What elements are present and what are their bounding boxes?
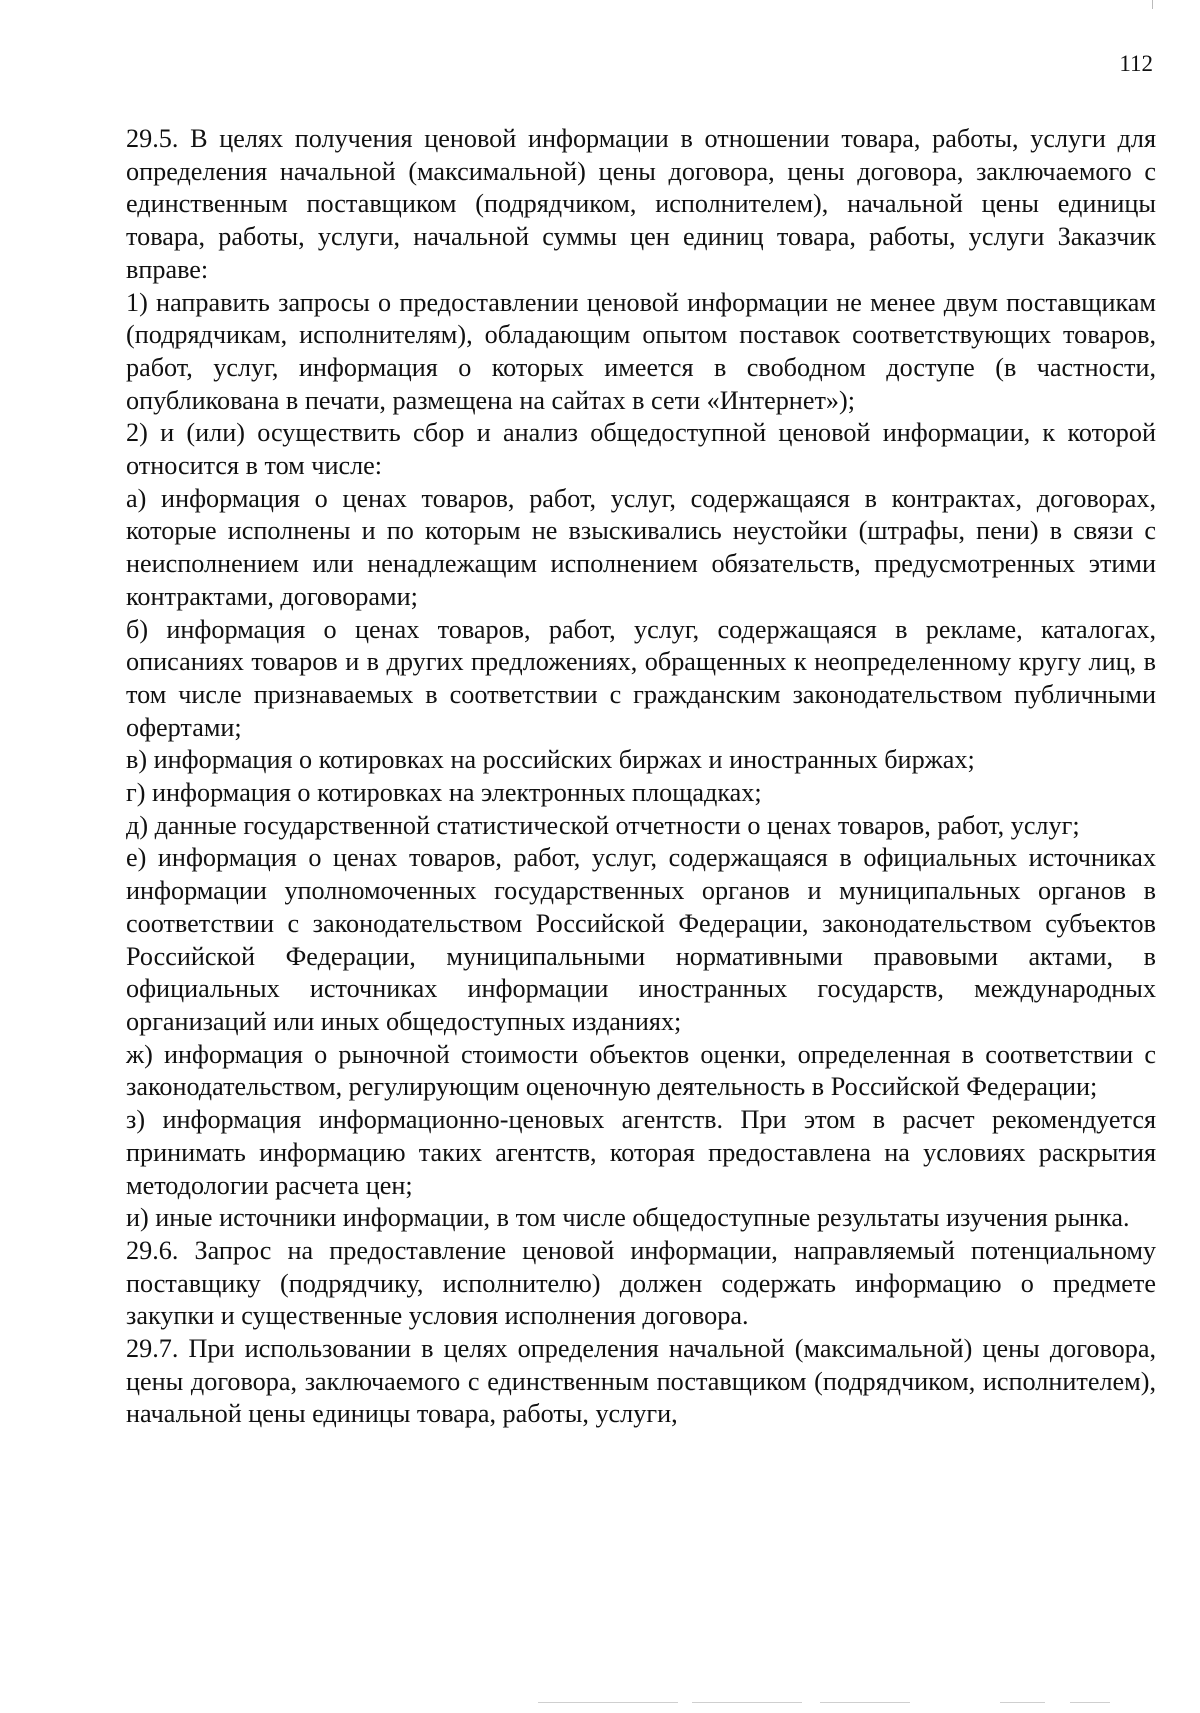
sub-item-z: з) информация информационно-ценовых агентств. При этом в расчет рекомендуется принимать информацию таких агентств, которая предоставлена на условиях раскрытия методологии расчета цен; <box>126 1105 1156 1200</box>
list-item-1: 1) направить запросы о предоставлении ценовой информации не менее двум поставщикам (подрядчикам, исполнителям), обладающим опытом поставок соответствующих товаров, работ, услуг, информация о которых имеется в свободном доступе (в частности, опубликована в печати, размещена на сайтах в сети «Интернет»); <box>126 287 1156 415</box>
document-body <box>126 123 1156 1431</box>
paragraph-29-5: 29.5. В целях получения ценовой информации в отношении товара, работы, услуги для определения начальной (максимальной) цены договора, цены договора, заключаемого с единственным поставщиком (подрядчиком, исполнителем), начальной цены единицы товара, работы, услуги, начальной суммы цен единиц товара, работы, услуги Заказчик вправе: <box>126 124 1156 284</box>
page-number: 112 <box>1119 51 1153 76</box>
list-item-2: 2) и (или) осуществить сбор и анализ общедоступной ценовой информации, к которой относится в том числе: <box>126 418 1156 481</box>
sub-item-a: а) информация о ценах товаров, работ, услуг, содержащаяся в контрактах, договорах, которые исполнены и по которым не взыскивались неустойки (штрафы, пени) в связи с неисполнением или ненадлежащим исполнением обязательств, предусмотренных этими контрактами, договорами; <box>126 483 1156 611</box>
sub-item-g: г) информация о котировках на электронных площадках; <box>126 778 762 808</box>
scan-bottom-artifact <box>692 1702 802 1703</box>
scan-bottom-artifact <box>1070 1702 1110 1703</box>
scan-bottom-artifact <box>1000 1702 1045 1703</box>
sub-item-d: д) данные государственной статистической отчетности о ценах товаров, работ, услуг; <box>126 810 1080 840</box>
paragraph-29-6: 29.6. Запрос на предоставление ценовой информации, направляемый потенциальному поставщику (подрядчику, исполнителю) должен содержать информацию о предмете закупки и существенные условия исполнения договора. <box>126 1235 1156 1331</box>
scan-edge-mark <box>1152 0 1153 9</box>
paragraph-29-7: 29.7. При использовании в целях определения начальной (максимальной) цены договора, цены договора, заключаемого с единственным поставщиком (подрядчиком, исполнителем), начальной цены единицы товара, работы, услуги, <box>126 1334 1156 1429</box>
sub-item-zh: ж) информация о рыночной стоимости объектов оценки, определенная в соответствии с законодательством, регулирующим оценочную деятельность в Российской Федерации; <box>126 1039 1156 1102</box>
sub-item-b: б) информация о ценах товаров, работ, услуг, содержащаяся в рекламе, каталогах, описаниях товаров и в других предложениях, обращенных к неопределенному кругу лиц, в том числе признаваемых в соответствии с гражданским законодательством публичными офертами; <box>126 614 1156 742</box>
scan-bottom-artifact <box>538 1702 678 1703</box>
sub-item-v: в) информация о котировках на российских биржах и иностранных биржах; <box>126 745 975 775</box>
sub-item-i: и) иные источники информации, в том числе общедоступные результаты изучения рынка. <box>126 1203 1130 1233</box>
scan-bottom-artifact <box>820 1702 910 1703</box>
sub-item-e: е) информация о ценах товаров, работ, услуг, содержащаяся в официальных источниках информации уполномоченных государственных органов и муниципальных органов в соответствии с законодательством Российской Федерации, законодательством субъектов Российской Федерации, муниципальными нормативными правовыми актами, в официальных источниках информации иностранных государств, международных организаций или иных общедоступных изданиях; <box>126 843 1156 1036</box>
